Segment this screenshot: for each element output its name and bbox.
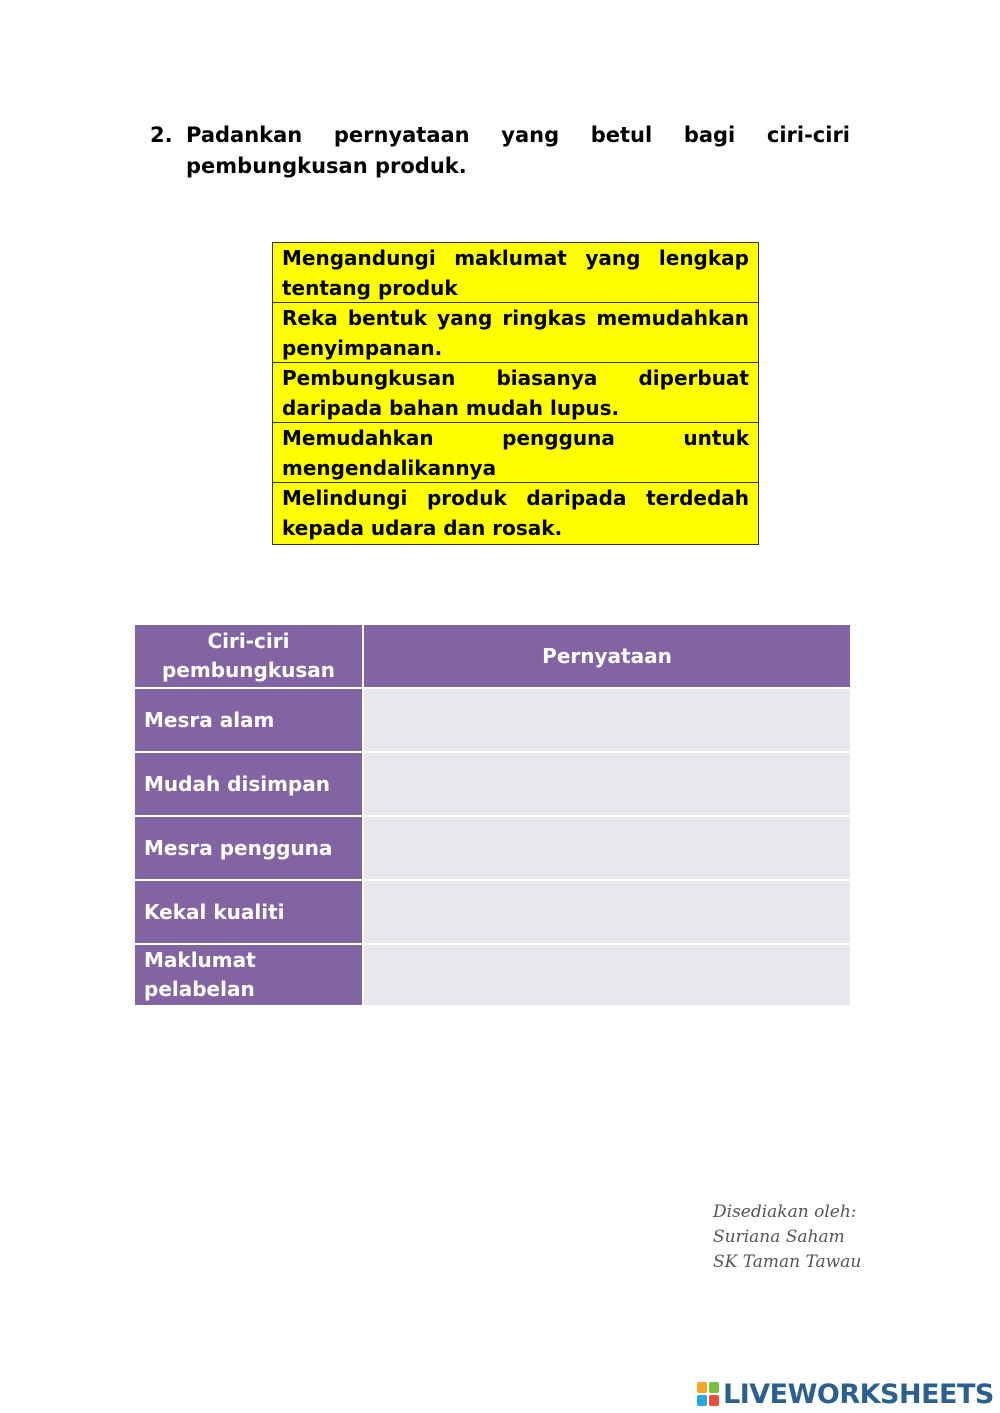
option-item[interactable]: Pembungkusan biasanya diperbuat daripada bahan mudah lupus. (273, 363, 758, 423)
author-credit (713, 1200, 913, 1275)
answer-field-mesra-alam[interactable] (364, 689, 850, 751)
credit-line-1: Disediakan oleh: (713, 1202, 857, 1222)
header-pernyataan: Pernyataan (364, 625, 850, 687)
row-label-mesra-pengguna: Mesra pengguna (135, 817, 364, 879)
answer-field-mudah-disimpan[interactable] (364, 753, 850, 815)
liveworksheets-brand[interactable] (697, 1378, 994, 1410)
matching-table (135, 625, 850, 1005)
question-number: 2. (150, 123, 173, 147)
table-row (135, 753, 850, 817)
row-label-mesra-alam: Mesra alam (135, 689, 364, 751)
option-item[interactable]: Melindungi produk daripada terdedah kepada udara dan rosak. (282, 486, 749, 540)
table-row (135, 689, 850, 753)
table-row (135, 945, 850, 1005)
option-item[interactable]: Mengandungi maklumat yang lengkap tentang produk (273, 243, 758, 303)
liveworksheets-logo-icon (697, 1382, 719, 1406)
question (150, 120, 850, 182)
row-label-maklumat-pelabelan: Maklumat pelabelan (135, 945, 364, 1005)
answer-field-kekal-kualiti[interactable] (364, 881, 850, 943)
option-item[interactable]: Memudahkan pengguna untuk mengendalikannya (273, 423, 758, 483)
table-row (135, 881, 850, 945)
row-label-mudah-disimpan: Mudah disimpan (135, 753, 364, 815)
question-text: Padankan pernyataan yang betul bagi ciri-ciri pembungkusan produk. (186, 123, 850, 178)
row-label-kekal-kualiti: Kekal kualiti (135, 881, 364, 943)
credit-line-2: Suriana Saham (713, 1227, 845, 1247)
credit-line-3: SK Taman Tawau (713, 1252, 862, 1272)
answer-field-mesra-pengguna[interactable] (364, 817, 850, 879)
header-ciri-ciri: Ciri-ciri pembungkusan (135, 625, 364, 687)
options-box (272, 242, 759, 545)
table-row (135, 817, 850, 881)
answer-field-maklumat-pelabelan[interactable] (364, 945, 850, 1005)
brand-text: LIVEWORKSHEETS (723, 1378, 994, 1410)
option-item[interactable]: Reka bentuk yang ringkas memudahkan penyimpanan. (273, 303, 758, 363)
table-header-row (135, 625, 850, 689)
